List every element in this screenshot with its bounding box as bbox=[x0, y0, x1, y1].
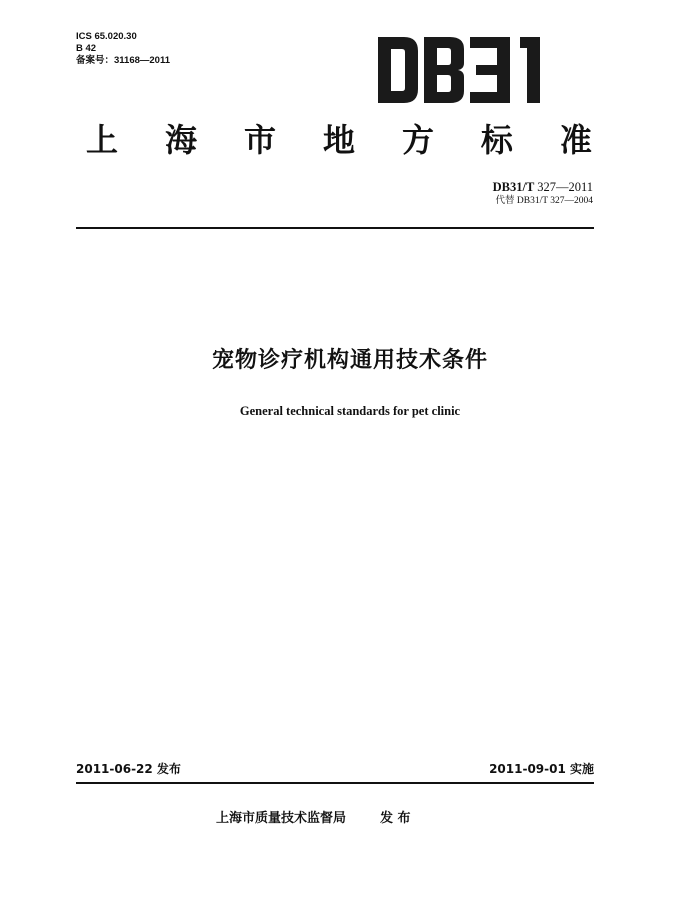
db31-logo bbox=[378, 37, 554, 103]
standard-code-block bbox=[493, 180, 593, 207]
heading-char: 标 bbox=[480, 121, 513, 159]
heading-char: 市 bbox=[243, 121, 276, 159]
title-chinese: 宠物诊疗机构通用技术条件 bbox=[211, 348, 488, 373]
top-divider bbox=[76, 227, 594, 229]
classification-block bbox=[76, 31, 170, 67]
heading-char: 准 bbox=[559, 121, 592, 159]
date-row bbox=[76, 760, 594, 778]
issuer-name: 上海市质量技术监督局 bbox=[216, 811, 347, 826]
code-number: 327—2011 bbox=[537, 180, 593, 194]
issue-date: 2011-06-22 发布 bbox=[76, 762, 181, 776]
ics-code: ICS 65.020.30 bbox=[76, 31, 137, 42]
filing-number: 备案号：31168—2011 bbox=[76, 55, 171, 66]
issuer-action: 发 布 bbox=[380, 811, 411, 826]
heading-char: 海 bbox=[164, 121, 197, 159]
heading-char: 上 bbox=[86, 121, 119, 159]
issuer-line bbox=[216, 809, 411, 829]
standard-type-heading bbox=[86, 118, 592, 162]
heading-char: 方 bbox=[401, 121, 434, 159]
title-english: General technical standards for pet clinic bbox=[239, 404, 461, 418]
standard-code bbox=[493, 180, 593, 195]
code-prefix: DB31/T bbox=[492, 180, 535, 194]
replaces-code: 代替 DB31/T 327—2004 bbox=[495, 196, 593, 206]
heading-char: 地 bbox=[322, 121, 355, 159]
bottom-divider bbox=[76, 782, 594, 784]
category-code: B 42 bbox=[76, 43, 97, 54]
effective-date: 2011-09-01 实施 bbox=[489, 762, 594, 776]
